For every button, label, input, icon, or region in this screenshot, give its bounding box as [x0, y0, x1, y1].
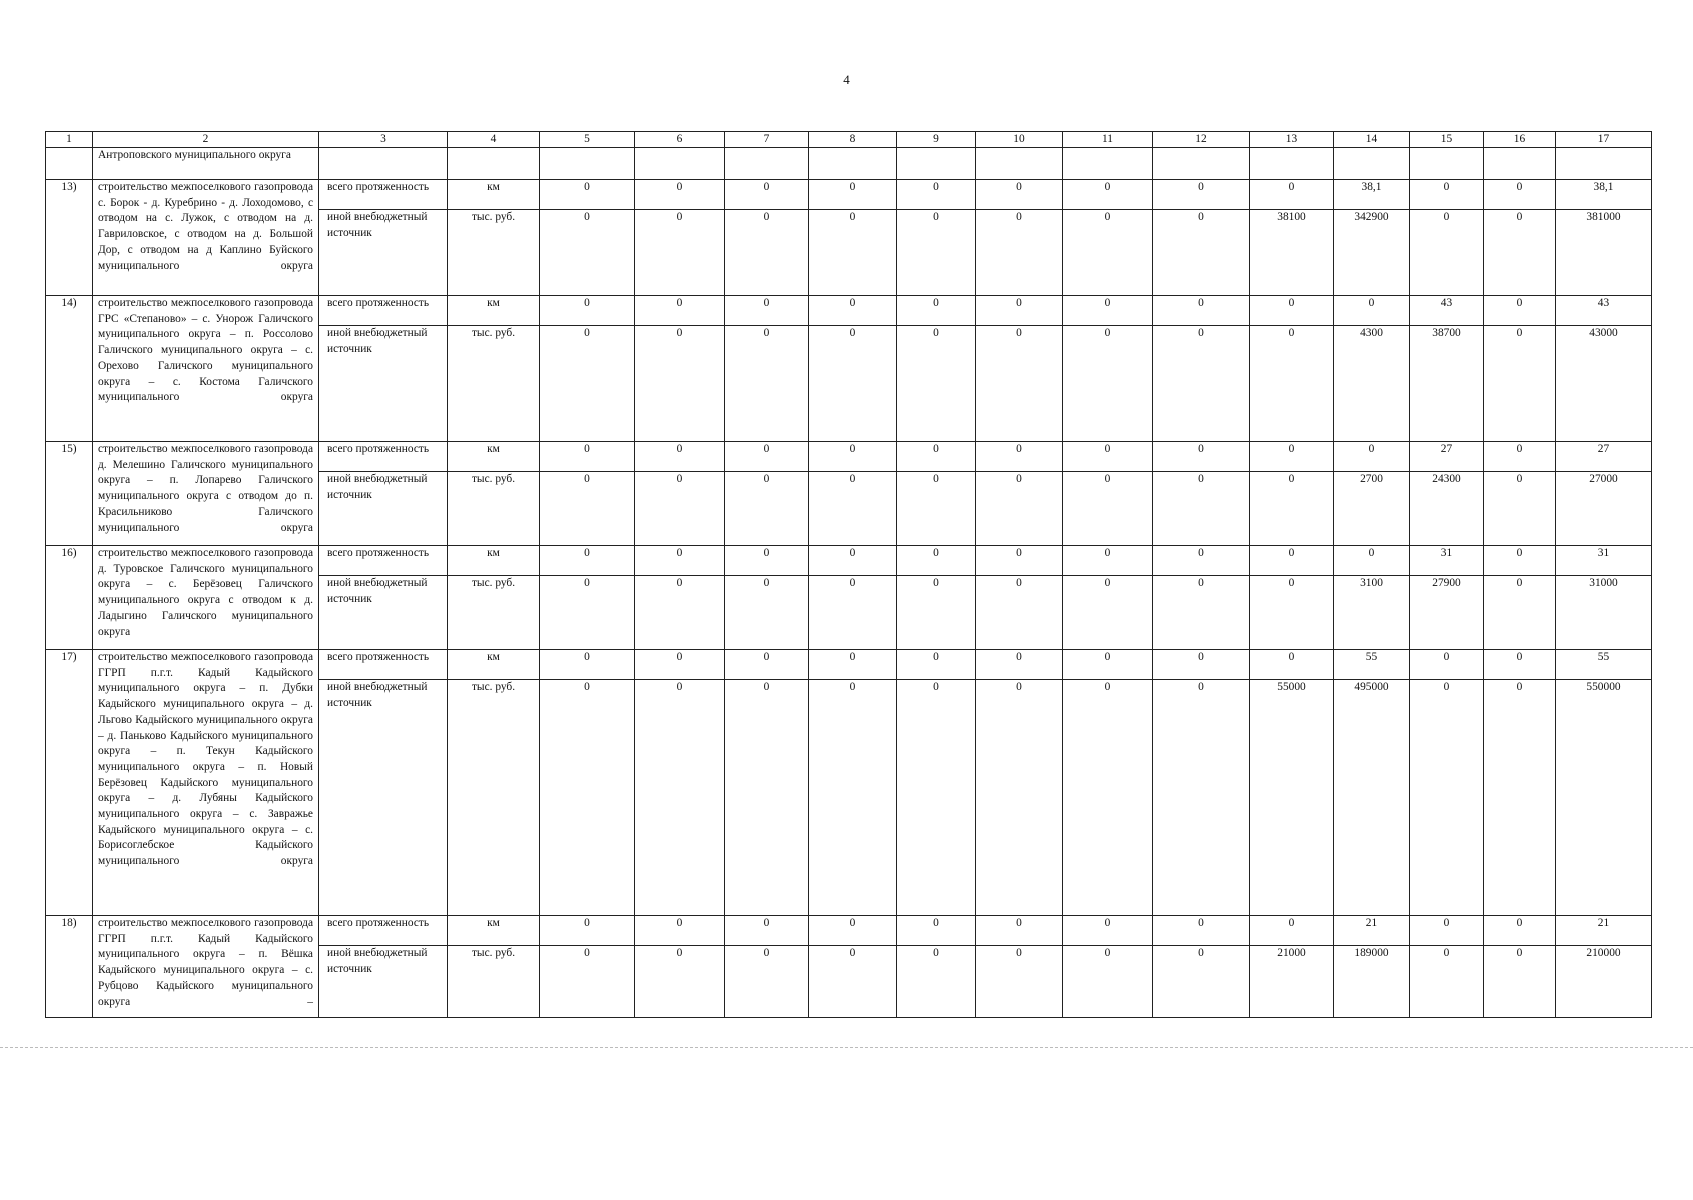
value-cell: 0 — [1153, 680, 1250, 916]
value-cell: 0 — [976, 296, 1063, 326]
value-cell: 0 — [976, 916, 1063, 946]
value-cell: 0 — [976, 546, 1063, 576]
table-row-length — [46, 650, 1652, 680]
unit: км — [448, 180, 540, 210]
value-cell: 21000 — [1250, 946, 1334, 1018]
value-cell: 0 — [635, 916, 725, 946]
value-cell: 495000 — [1334, 680, 1410, 916]
value-cell: 0 — [1410, 916, 1484, 946]
value-cell: 43 — [1556, 296, 1652, 326]
value-cell: 0 — [809, 946, 897, 1018]
empty-cell — [1250, 148, 1334, 180]
value-cell: 0 — [1063, 946, 1153, 1018]
indicator-type: иной внебюджетный источник — [319, 472, 448, 546]
value-cell: 0 — [976, 576, 1063, 650]
value-cell: 55 — [1334, 650, 1410, 680]
value-cell: 0 — [1484, 946, 1556, 1018]
column-header-13: 13 — [1250, 132, 1334, 148]
value-cell: 189000 — [1334, 946, 1410, 1018]
value-cell: 4300 — [1334, 326, 1410, 442]
value-cell: 0 — [540, 472, 635, 546]
value-cell: 0 — [1153, 650, 1250, 680]
value-cell: 0 — [725, 916, 809, 946]
value-cell: 0 — [1410, 210, 1484, 296]
indicator-type: всего протяженность — [319, 546, 448, 576]
unit: км — [448, 442, 540, 472]
row-number: 17) — [46, 650, 93, 916]
value-cell: 0 — [725, 946, 809, 1018]
value-cell: 0 — [1484, 650, 1556, 680]
column-header-16: 16 — [1484, 132, 1556, 148]
value-cell: 0 — [1063, 916, 1153, 946]
value-cell: 0 — [1063, 210, 1153, 296]
value-cell: 0 — [540, 296, 635, 326]
unit: км — [448, 546, 540, 576]
row-description: строительство межпоселкового газопровода ГГРП п.г.т. Кадый Кадыйского муниципального округа – п. Вёшка Кадыйского муниципального округа – с. Рубцово Кадыйского муниципального округа – — [93, 916, 319, 1018]
value-cell: 0 — [1063, 680, 1153, 916]
value-cell: 0 — [540, 442, 635, 472]
row-description: строительство межпоселкового газопровода ГГРП п.г.т. Кадый Кадыйского муниципального округа – п. Дубки Кадыйского муниципального округа – д. Льгово Кадыйского муниципального округа – д. Паньково Кадыйского муниципального округа – п. Текун Кадыйского муниципального округа – п. Новый Берёзовец Кадыйского муниципального округа – д. Лубяны Кадыйского муниципального округа – с. Завражье Кадыйского муниципального округа – с. Борисоглебское Кадыйского муниципального округа — [93, 650, 319, 916]
indicator-type: иной внебюджетный источник — [319, 210, 448, 296]
row-number: 13) — [46, 180, 93, 296]
value-cell: 0 — [1484, 326, 1556, 442]
value-cell: 0 — [1153, 576, 1250, 650]
value-cell: 0 — [809, 546, 897, 576]
value-cell: 0 — [540, 210, 635, 296]
table-row-length — [46, 296, 1652, 326]
value-cell: 0 — [1250, 546, 1334, 576]
value-cell: 0 — [635, 650, 725, 680]
column-header-9: 9 — [897, 132, 976, 148]
indicator-type: всего протяженность — [319, 650, 448, 680]
empty-cell — [897, 148, 976, 180]
value-cell: 0 — [1484, 576, 1556, 650]
column-header-12: 12 — [1153, 132, 1250, 148]
table-row-length — [46, 180, 1652, 210]
unit: тыс. руб. — [448, 210, 540, 296]
value-cell: 0 — [540, 680, 635, 916]
empty-cell — [1410, 148, 1484, 180]
unit: тыс. руб. — [448, 326, 540, 442]
column-header-6: 6 — [635, 132, 725, 148]
value-cell: 0 — [1484, 916, 1556, 946]
value-cell: 0 — [1410, 946, 1484, 1018]
value-cell: 0 — [1063, 546, 1153, 576]
value-cell: 0 — [635, 472, 725, 546]
value-cell: 0 — [1334, 296, 1410, 326]
value-cell: 0 — [1153, 546, 1250, 576]
indicator-type: иной внебюджетный источник — [319, 576, 448, 650]
value-cell: 0 — [976, 180, 1063, 210]
value-cell: 0 — [809, 576, 897, 650]
empty-cell — [540, 148, 635, 180]
value-cell: 0 — [1153, 296, 1250, 326]
value-cell: 0 — [635, 680, 725, 916]
value-cell: 0 — [1410, 650, 1484, 680]
value-cell: 0 — [809, 650, 897, 680]
value-cell: 210000 — [1556, 946, 1652, 1018]
value-cell: 0 — [897, 472, 976, 546]
value-cell: 0 — [540, 326, 635, 442]
value-cell: 0 — [725, 210, 809, 296]
value-cell: 0 — [1484, 442, 1556, 472]
row-number — [46, 148, 93, 180]
column-header-17: 17 — [1556, 132, 1652, 148]
unit: тыс. руб. — [448, 472, 540, 546]
value-cell: 0 — [976, 680, 1063, 916]
value-cell: 0 — [635, 576, 725, 650]
value-cell: 0 — [635, 946, 725, 1018]
empty-cell — [1153, 148, 1250, 180]
value-cell: 0 — [1334, 442, 1410, 472]
empty-cell — [725, 148, 809, 180]
empty-cell — [1556, 148, 1652, 180]
indicator-type: всего протяженность — [319, 916, 448, 946]
row-number: 16) — [46, 546, 93, 650]
value-cell: 0 — [809, 326, 897, 442]
value-cell: 0 — [1063, 326, 1153, 442]
value-cell: 0 — [1484, 680, 1556, 916]
value-cell: 0 — [1410, 680, 1484, 916]
column-header-5: 5 — [540, 132, 635, 148]
value-cell: 38,1 — [1556, 180, 1652, 210]
value-cell: 0 — [635, 296, 725, 326]
program-table — [45, 131, 1652, 1018]
value-cell: 0 — [1250, 442, 1334, 472]
value-cell: 381000 — [1556, 210, 1652, 296]
value-cell: 0 — [897, 210, 976, 296]
column-header-4: 4 — [448, 132, 540, 148]
column-header-10: 10 — [976, 132, 1063, 148]
table-row-length — [46, 916, 1652, 946]
value-cell: 0 — [1484, 546, 1556, 576]
column-header-3: 3 — [319, 132, 448, 148]
empty-cell — [1484, 148, 1556, 180]
indicator-type: всего протяженность — [319, 296, 448, 326]
value-cell: 0 — [897, 326, 976, 442]
column-header-row — [46, 132, 1652, 148]
value-cell: 0 — [1484, 472, 1556, 546]
empty-cell — [319, 148, 448, 180]
value-cell: 0 — [635, 210, 725, 296]
indicator-type: иной внебюджетный источник — [319, 326, 448, 442]
value-cell: 0 — [1484, 296, 1556, 326]
value-cell: 2700 — [1334, 472, 1410, 546]
value-cell: 0 — [635, 442, 725, 472]
value-cell: 0 — [809, 296, 897, 326]
row-number: 14) — [46, 296, 93, 442]
value-cell: 0 — [1250, 296, 1334, 326]
value-cell: 0 — [976, 210, 1063, 296]
value-cell: 0 — [809, 472, 897, 546]
value-cell: 0 — [1250, 180, 1334, 210]
column-header-2: 2 — [93, 132, 319, 148]
value-cell: 0 — [809, 210, 897, 296]
unit: км — [448, 916, 540, 946]
value-cell: 0 — [809, 680, 897, 916]
value-cell: 0 — [1153, 916, 1250, 946]
column-header-15: 15 — [1410, 132, 1484, 148]
empty-cell — [635, 148, 725, 180]
value-cell: 0 — [725, 680, 809, 916]
value-cell: 3100 — [1334, 576, 1410, 650]
empty-cell — [448, 148, 540, 180]
table-row-length — [46, 442, 1652, 472]
value-cell: 0 — [1250, 576, 1334, 650]
value-cell: 0 — [725, 442, 809, 472]
empty-cell — [1334, 148, 1410, 180]
value-cell: 0 — [809, 916, 897, 946]
page-number: 4 — [843, 72, 850, 87]
row-number: 18) — [46, 916, 93, 1018]
value-cell: 0 — [725, 326, 809, 442]
value-cell: 0 — [897, 296, 976, 326]
value-cell: 0 — [725, 650, 809, 680]
unit: тыс. руб. — [448, 680, 540, 916]
value-cell: 0 — [725, 296, 809, 326]
value-cell: 0 — [897, 946, 976, 1018]
value-cell: 0 — [1063, 442, 1153, 472]
value-cell: 0 — [725, 180, 809, 210]
row-description: строительство межпоселкового газопровода д. Туровское Галичского муниципального округа – с. Берёзовец Галичского муниципального округа с отводом к д. Ладыгино Галичского муниципального округа — [93, 546, 319, 650]
value-cell: 27000 — [1556, 472, 1652, 546]
indicator-type: всего протяженность — [319, 442, 448, 472]
column-header-1: 1 — [46, 132, 93, 148]
value-cell: 55 — [1556, 650, 1652, 680]
value-cell: 0 — [1153, 442, 1250, 472]
value-cell: 0 — [1484, 180, 1556, 210]
row-description: строительство межпоселкового газопровода с. Борок - д. Куребрино - д. Лоходомово, с отводом на с. Лужок, с отводом на д. Гавриловское, с отводом на д. Большой Дор, с отводом на д Каплино Буйского муниципального округа — [93, 180, 319, 296]
value-cell: 0 — [976, 442, 1063, 472]
value-cell: 38,1 — [1334, 180, 1410, 210]
value-cell: 0 — [635, 546, 725, 576]
value-cell: 0 — [1250, 916, 1334, 946]
value-cell: 21 — [1556, 916, 1652, 946]
value-cell: 0 — [976, 946, 1063, 1018]
value-cell: 38700 — [1410, 326, 1484, 442]
value-cell: 0 — [897, 442, 976, 472]
value-cell: 550000 — [1556, 680, 1652, 916]
empty-cell — [1063, 148, 1153, 180]
value-cell: 0 — [897, 546, 976, 576]
column-header-8: 8 — [809, 132, 897, 148]
value-cell: 0 — [1250, 650, 1334, 680]
value-cell: 0 — [635, 326, 725, 442]
value-cell: 0 — [1153, 326, 1250, 442]
unit: тыс. руб. — [448, 576, 540, 650]
scan-artifact-line — [0, 1047, 1693, 1048]
value-cell: 31 — [1556, 546, 1652, 576]
value-cell: 0 — [1063, 472, 1153, 546]
column-header-11: 11 — [1063, 132, 1153, 148]
value-cell: 0 — [897, 916, 976, 946]
value-cell: 0 — [1063, 296, 1153, 326]
value-cell: 43000 — [1556, 326, 1652, 442]
indicator-type: иной внебюджетный источник — [319, 680, 448, 916]
value-cell: 0 — [1153, 946, 1250, 1018]
value-cell: 0 — [976, 650, 1063, 680]
value-cell: 0 — [897, 180, 976, 210]
value-cell: 0 — [897, 650, 976, 680]
value-cell: 21 — [1334, 916, 1410, 946]
indicator-type: всего протяженность — [319, 180, 448, 210]
value-cell: 0 — [1250, 472, 1334, 546]
value-cell: 0 — [1063, 180, 1153, 210]
column-header-7: 7 — [725, 132, 809, 148]
value-cell: 0 — [1153, 210, 1250, 296]
value-cell: 0 — [540, 650, 635, 680]
indicator-type: иной внебюджетный источник — [319, 946, 448, 1018]
row-number: 15) — [46, 442, 93, 546]
value-cell: 0 — [1410, 180, 1484, 210]
value-cell: 27 — [1556, 442, 1652, 472]
value-cell: 0 — [1484, 210, 1556, 296]
value-cell: 43 — [1410, 296, 1484, 326]
value-cell: 0 — [1250, 326, 1334, 442]
value-cell: 0 — [635, 180, 725, 210]
value-cell: 0 — [809, 180, 897, 210]
value-cell: 38100 — [1250, 210, 1334, 296]
value-cell: 0 — [976, 472, 1063, 546]
value-cell: 31000 — [1556, 576, 1652, 650]
value-cell: 0 — [897, 576, 976, 650]
row-description: Антроповского муниципального округа — [93, 148, 319, 180]
column-header-14: 14 — [1334, 132, 1410, 148]
unit: тыс. руб. — [448, 946, 540, 1018]
empty-cell — [809, 148, 897, 180]
value-cell: 55000 — [1250, 680, 1334, 916]
value-cell: 0 — [540, 576, 635, 650]
row-description: строительство межпоселкового газопровода д. Мелешино Галичского муниципального округа – п. Лопарево Галичского муниципального округа с отводом до п. Красильниково Галичского муниципального округа — [93, 442, 319, 546]
value-cell: 27900 — [1410, 576, 1484, 650]
continuation-row — [46, 148, 1652, 180]
table-row-length — [46, 546, 1652, 576]
value-cell: 0 — [725, 472, 809, 546]
value-cell: 0 — [540, 180, 635, 210]
value-cell: 0 — [1153, 180, 1250, 210]
value-cell: 0 — [725, 546, 809, 576]
value-cell: 0 — [1153, 472, 1250, 546]
row-description: строительство межпоселкового газопровода ГРС «Степаново» – с. Унорож Галичского муниципального округа – п. Россолово Галичского муниципального округа – с. Орехово Галичского муниципального округа – с. Костома Галичского муниципального округа — [93, 296, 319, 442]
empty-cell — [976, 148, 1063, 180]
value-cell: 0 — [1063, 576, 1153, 650]
value-cell: 0 — [725, 576, 809, 650]
value-cell: 0 — [540, 946, 635, 1018]
value-cell: 0 — [1334, 546, 1410, 576]
value-cell: 24300 — [1410, 472, 1484, 546]
value-cell: 342900 — [1334, 210, 1410, 296]
value-cell: 0 — [976, 326, 1063, 442]
value-cell: 0 — [540, 546, 635, 576]
unit: км — [448, 650, 540, 680]
value-cell: 27 — [1410, 442, 1484, 472]
value-cell: 0 — [809, 442, 897, 472]
value-cell: 31 — [1410, 546, 1484, 576]
value-cell: 0 — [1063, 650, 1153, 680]
value-cell: 0 — [897, 680, 976, 916]
unit: км — [448, 296, 540, 326]
value-cell: 0 — [540, 916, 635, 946]
